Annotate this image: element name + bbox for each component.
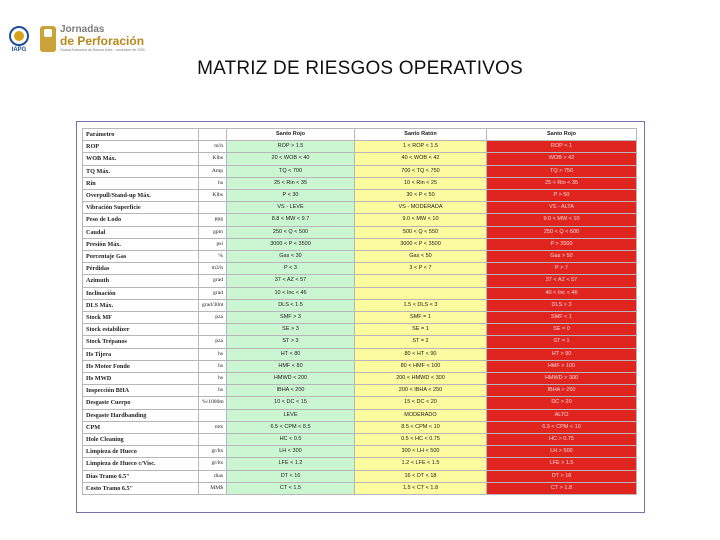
yellow-range-cell: 700 < TQ < 750: [355, 165, 487, 177]
red-range-cell: HC > 0.75: [487, 434, 637, 446]
iapg-logo: [4, 24, 34, 54]
green-range-cell: HMF < 80: [227, 360, 355, 372]
red-range-cell: LH > 500: [487, 446, 637, 458]
parameter-cell: Desgaste Cuerpo: [83, 397, 199, 409]
table-row: [83, 324, 637, 336]
unit-cell: %: [199, 251, 227, 263]
red-range-cell: 250 < Q < 600: [487, 226, 637, 238]
yellow-range-cell: 3 < P < 7: [355, 263, 487, 275]
column-header: Parámetro: [83, 129, 199, 141]
yellow-range-cell: Gas < 50: [355, 251, 487, 263]
red-range-cell: Gas > 50: [487, 251, 637, 263]
jornadas-mark-icon: [40, 26, 56, 52]
table-row: [83, 141, 637, 153]
unit-cell: grad/30m: [199, 299, 227, 311]
risk-matrix-table: [82, 128, 637, 495]
green-range-cell: HC < 0.5: [227, 434, 355, 446]
unit-cell: ppg: [199, 214, 227, 226]
green-range-cell: 20 < WOB < 40: [227, 153, 355, 165]
unit-cell: hs: [199, 373, 227, 385]
red-range-cell: TQ > 750: [487, 165, 637, 177]
yellow-range-cell: SMF = 1: [355, 312, 487, 324]
parameter-cell: Rin: [83, 177, 199, 189]
table-header-row: [83, 129, 637, 141]
green-range-cell: P < 3: [227, 263, 355, 275]
table-row: [83, 397, 637, 409]
parameter-cell: ROP: [83, 141, 199, 153]
unit-cell: gr/lts: [199, 458, 227, 470]
green-range-cell: 25 < Rin < 35: [227, 177, 355, 189]
parameter-cell: Inclinación: [83, 287, 199, 299]
table-row: [83, 263, 637, 275]
table-row: [83, 177, 637, 189]
yellow-range-cell: ST = 2: [355, 336, 487, 348]
unit-cell: [199, 434, 227, 446]
table-row: [83, 446, 637, 458]
table-row: [83, 421, 637, 433]
column-header: [199, 129, 227, 141]
green-range-cell: CT < 1.5: [227, 482, 355, 494]
red-range-cell: 6.5 < CPM < 10: [487, 421, 637, 433]
unit-cell: gpm: [199, 226, 227, 238]
yellow-range-cell: SE = 1: [355, 324, 487, 336]
parameter-cell: Inspección BHA: [83, 385, 199, 397]
parameter-cell: Stock estabilizer: [83, 324, 199, 336]
green-range-cell: ROP > 1.5: [227, 141, 355, 153]
column-header: Santo Ratón: [355, 129, 487, 141]
table-row: [83, 373, 637, 385]
red-range-cell: HMF > 100: [487, 360, 637, 372]
parameter-cell: Peso de Lodo: [83, 214, 199, 226]
yellow-range-cell: 80 < HMF < 100: [355, 360, 487, 372]
column-header: Santo Rojo: [487, 129, 637, 141]
red-range-cell: 9.0 < MW < 10: [487, 214, 637, 226]
yellow-range-cell: 8.5 < CPM < 10: [355, 421, 487, 433]
red-range-cell: LFE > 1.5: [487, 458, 637, 470]
unit-cell: [199, 409, 227, 421]
green-range-cell: 250 < Q < 500: [227, 226, 355, 238]
parameter-cell: CPM: [83, 421, 199, 433]
unit-cell: gr/lts: [199, 446, 227, 458]
unit-cell: mts: [199, 421, 227, 433]
red-range-cell: ST = 1: [487, 336, 637, 348]
parameter-cell: Limpieza de Hueco c/Visc.: [83, 458, 199, 470]
red-range-cell: ALTO: [487, 409, 637, 421]
table-row: [83, 458, 637, 470]
red-range-cell: P > 7: [487, 263, 637, 275]
unit-cell: días: [199, 470, 227, 482]
unit-cell: hs: [199, 385, 227, 397]
table-row: [83, 312, 637, 324]
yellow-range-cell: 200 < IBHA < 250: [355, 385, 487, 397]
unit-cell: Klbs: [199, 153, 227, 165]
yellow-range-cell: [355, 287, 487, 299]
parameter-cell: Azimuth: [83, 275, 199, 287]
green-range-cell: SE > 3: [227, 324, 355, 336]
green-range-cell: 10 < Inc < 46: [227, 287, 355, 299]
green-range-cell: ST > 3: [227, 336, 355, 348]
green-range-cell: 10 < DC < 15: [227, 397, 355, 409]
logo-line-1: Jornadas: [60, 24, 105, 36]
table-row: [83, 470, 637, 482]
table-row: [83, 238, 637, 250]
red-range-cell: P > 50: [487, 190, 637, 202]
yellow-range-cell: 200 < HMWD < 300: [355, 373, 487, 385]
table-row: [83, 299, 637, 311]
table-row: [83, 287, 637, 299]
green-range-cell: LH < 300: [227, 446, 355, 458]
parameter-cell: Stock Trépanos: [83, 336, 199, 348]
yellow-range-cell: 80 < HT < 90: [355, 348, 487, 360]
green-range-cell: 37 < AZ < 57: [227, 275, 355, 287]
slide-title: MATRIZ DE RIESGOS OPERATIVOS: [197, 58, 523, 79]
green-range-cell: SMF > 3: [227, 312, 355, 324]
parameter-cell: Caudal: [83, 226, 199, 238]
table-row: [83, 482, 637, 494]
table-row: [83, 165, 637, 177]
yellow-range-cell: 9.0 < MW < 10: [355, 214, 487, 226]
yellow-range-cell: 300 < LH < 500: [355, 446, 487, 458]
parameter-cell: Overpull/Stand-up Máx.: [83, 190, 199, 202]
red-range-cell: SMF < 1: [487, 312, 637, 324]
parameter-cell: Pérdidas: [83, 263, 199, 275]
parameter-cell: Hs MWD: [83, 373, 199, 385]
table-row: [83, 336, 637, 348]
green-range-cell: 8.8 < MW < 9.7: [227, 214, 355, 226]
unit-cell: pza: [199, 336, 227, 348]
red-range-cell: DLS > 3: [487, 299, 637, 311]
green-range-cell: LEVE: [227, 409, 355, 421]
table-row: [83, 275, 637, 287]
yellow-range-cell: VS - MODERADA: [355, 202, 487, 214]
yellow-range-cell: MODERADO: [355, 409, 487, 421]
red-range-cell: VS - ALTA: [487, 202, 637, 214]
unit-cell: Amp: [199, 165, 227, 177]
parameter-cell: Vibración Superficie: [83, 202, 199, 214]
red-range-cell: 37 < AZ < 57: [487, 275, 637, 287]
red-range-cell: ROP < 1: [487, 141, 637, 153]
yellow-range-cell: 1.5 < CT < 1.8: [355, 482, 487, 494]
green-range-cell: DT < 16: [227, 470, 355, 482]
table-row: [83, 348, 637, 360]
green-range-cell: HT < 80: [227, 348, 355, 360]
header-logos: [4, 22, 145, 56]
unit-cell: hs: [199, 177, 227, 189]
unit-cell: Klbs: [199, 190, 227, 202]
red-range-cell: HMWD > 300: [487, 373, 637, 385]
yellow-range-cell: 1 < ROP < 1.5: [355, 141, 487, 153]
unit-cell: pza: [199, 312, 227, 324]
red-range-cell: DC > 20: [487, 397, 637, 409]
unit-cell: [199, 202, 227, 214]
yellow-range-cell: 15 < DC < 20: [355, 397, 487, 409]
green-range-cell: P < 30: [227, 190, 355, 202]
iapg-logo-text: IAPG: [11, 46, 27, 53]
parameter-cell: Presión Máx.: [83, 238, 199, 250]
green-range-cell: TQ < 700: [227, 165, 355, 177]
unit-cell: m/h: [199, 141, 227, 153]
green-range-cell: VS - LEVE: [227, 202, 355, 214]
yellow-range-cell: 500 < Q < 550: [355, 226, 487, 238]
logo-line-2: de Perforación: [60, 34, 145, 49]
parameter-cell: Stock MF: [83, 312, 199, 324]
unit-cell: %/1000m: [199, 397, 227, 409]
red-range-cell: SE = 0: [487, 324, 637, 336]
green-range-cell: IBHA < 200: [227, 385, 355, 397]
parameter-cell: Días Tramo 6.5": [83, 470, 199, 482]
parameter-cell: Costo Tramo 6.5": [83, 482, 199, 494]
table-row: [83, 226, 637, 238]
yellow-range-cell: [355, 275, 487, 287]
parameter-cell: Hs Motor Fondo: [83, 360, 199, 372]
table-row: [83, 214, 637, 226]
table-row: [83, 190, 637, 202]
logo-subtext: Ciudad Autónoma de Buenos Aires · noviembre de 2009: [60, 48, 145, 53]
yellow-range-cell: 1.2 < LFE < 1.5: [355, 458, 487, 470]
green-range-cell: HMWD < 200: [227, 373, 355, 385]
unit-cell: hs: [199, 348, 227, 360]
yellow-range-cell: 3000 < P < 3500: [355, 238, 487, 250]
table-row: [83, 385, 637, 397]
parameter-cell: Limpieza de Hueco: [83, 446, 199, 458]
parameter-cell: Hole Cleaning: [83, 434, 199, 446]
parameter-cell: Hs Tijera: [83, 348, 199, 360]
unit-cell: psi: [199, 238, 227, 250]
unit-cell: grad: [199, 287, 227, 299]
green-range-cell: LFE < 1.2: [227, 458, 355, 470]
green-range-cell: 6.5 < CPM < 8.5: [227, 421, 355, 433]
table-row: [83, 153, 637, 165]
green-range-cell: DLS < 1.5: [227, 299, 355, 311]
table-row: [83, 251, 637, 263]
column-header: Santo Rojo: [227, 129, 355, 141]
parameter-cell: WOB Máx.: [83, 153, 199, 165]
table-row: [83, 202, 637, 214]
red-range-cell: CT > 1.8: [487, 482, 637, 494]
red-range-cell: P > 3500: [487, 238, 637, 250]
green-range-cell: Gas < 30: [227, 251, 355, 263]
unit-cell: [199, 324, 227, 336]
unit-cell: grad: [199, 275, 227, 287]
red-range-cell: DT > 18: [487, 470, 637, 482]
yellow-range-cell: 1.5 < DLS < 3: [355, 299, 487, 311]
red-range-cell: HT > 90: [487, 348, 637, 360]
yellow-range-cell: 40 < WOB < 42: [355, 153, 487, 165]
table-row: [83, 434, 637, 446]
unit-cell: m3/h: [199, 263, 227, 275]
yellow-range-cell: 30 < P < 50: [355, 190, 487, 202]
parameter-cell: TQ Máx.: [83, 165, 199, 177]
unit-cell: MM$: [199, 482, 227, 494]
green-range-cell: 3000 < P < 3500: [227, 238, 355, 250]
parameter-cell: DLS Máx.: [83, 299, 199, 311]
parameter-cell: Porcentaje Gas: [83, 251, 199, 263]
table-row: [83, 360, 637, 372]
red-range-cell: IBHA > 250: [487, 385, 637, 397]
red-range-cell: WOB > 42: [487, 153, 637, 165]
jornadas-logo: [40, 25, 145, 52]
red-range-cell: 25 < Rin < 35: [487, 177, 637, 189]
yellow-range-cell: 0.5 < HC < 0.75: [355, 434, 487, 446]
unit-cell: hs: [199, 360, 227, 372]
iapg-emblem-icon: [9, 26, 29, 46]
yellow-range-cell: 16 < DT < 18: [355, 470, 487, 482]
yellow-range-cell: 10 < Rin < 25: [355, 177, 487, 189]
parameter-cell: Desgaste Hardbanding: [83, 409, 199, 421]
table-row: [83, 409, 637, 421]
red-range-cell: 40 < Inc < 46: [487, 287, 637, 299]
